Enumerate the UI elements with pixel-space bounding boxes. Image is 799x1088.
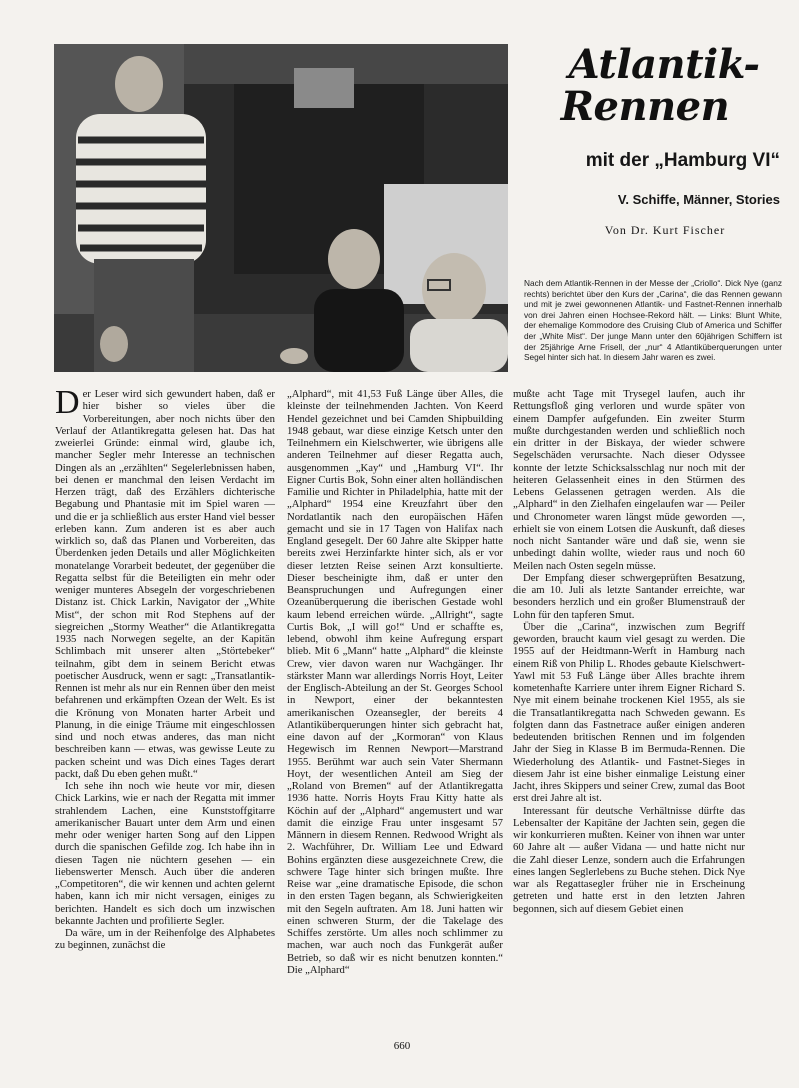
paragraph-text: er Leser wird sich gewundert haben, daß er hier bisher so vieles über die Vorbereitungen, aber noch nichts über den Verlauf der Atlantikregatta gelesen hat. Das hat zweierlei Gründe: einmal wird, glaube ich, mancher Segler mehr Interesse an technischen Dingen als an „erzählten“ Segelerlebnissen haben, bei denen er manchmal den leisen Verdacht im Herzen trägt, daß des Erzählers dichterische Begabung und Phantasie mit im Spiel waren — und die er ja schließlich aus erster Hand viel besser erleben kann. Zum anderen ist es aber auch wirklich so, daß das Planen und Vorbereiten, das Überdenken jeden Details und aller Möglichkeiten monatelange Vorarbeit bedeutet, der gegenüber die Regatta selbst für die Beteiligten ein mehr oder weniger munteres Absegeln der vorgeschriebenen Distanz ist. Chick Larkin, Navigator der „White Mist“, der schon mit Rod Stephens auf der siegreichen „Stormy Weather“ die Atlantikregatta 1935 nach Norwegen segelte, an der Kapitän Schlimbach mit unserer alten „Störtebeker“ teilnahm, gibt dem in seinem Bericht etwas poetischer Ausdruck, wenn er sagt: „Transatlantik-Rennen ist mehr als nur ein Rennen über den meist befahrenen und erkämpften Ozean der Welt. Es ist die Krönung von Monaten harter Arbeit und Planung, in die einige Träume mit eingeschlossen sind und noch etwas anderes, das man nicht beschreiben kann — etwas, was gewisse Leute zu packen scheint und was Dich eines Tages derart packt, daß Du eben gehen mußt.“ [55,388,275,780]
paragraph: Interessant für deutsche Verhältnisse dürfte das Lebensalter der Kapitäne der Jachten sein, gegen die wir konkurrieren mußten. Keiner von ihnen war unter 60 Jahre alt — außer Vidana — und hatte nicht nur die Zahl dieser Lenze, sondern auch die Erfahrungen eines langen Seglerlebens zu Buche stehen. Dick Nye war als Regattasegler früher nie in Erscheinung getreten und hatte erst in den letzten Jahren begonnen, sich auf diesem Gebiet einen [513,804,745,915]
article-column-1 [55,388,275,1028]
article-column-3 [513,388,745,1028]
series-title: V. Schiffe, Männer, Stories [617,192,780,207]
author-byline: Von Dr. Kurt Fischer [604,223,726,237]
paragraph: Über die „Carina“, inzwischen zum Begriff geworden, braucht kaum viel gesagt zu werden. Die 1955 auf der Heidtmann-Werft in Hamburg nach einem Riß von Philip L. Rhodes gebaute Kielschwert-Yawl mit 53 Fuß Länge über Alles brachte ihrem kometenhafte Karriere unter ihrem Eigner Richard S. Nye mit einem beinahe trockenen Kiel 1955, als sie die Transatlantikregatta nach Schweden gewann. Es folgten dann das Fastnetrace außer einigen anderen bedeutenden britischen Rennen und im folgenden Jahr der Sieg in Klasse B im Bermuda-Rennen. Die Wiederholung des Atlantik- und Fastnet-Sieges in diesem Jahr ist eine bisher einmalige Leistung einer Jacht, ihres Skippers und seiner Crew, zumal das Boot erst drei Jahre alt ist. [513,620,745,805]
page-number: 660 [393,1040,411,1052]
article-photo [54,44,508,372]
paragraph: Der Empfang dieser schwergeprüften Besatzung, die am 10. Juli als letzte Santander erreichte, war besonders herzlich und ein großer Blumenstrauß der Lohn für den tapferen Smut. [513,571,745,621]
paragraph: Da wäre, um in der Reihenfolge des Alphabetes zu beginnen, zunächst die [55,927,275,952]
paragraph [55,388,275,780]
article-title-line-2: Rennen [560,83,730,130]
article-subtitle: mit der „Hamburg VI“ [585,150,780,171]
photo-caption: Nach dem Atlantik-Rennen in der Messe der „Criollo“. Dick Nye (ganz rechts) berichtet über den Kurs der „Carina“, die das Rennen gewann und mit je zwei gewonnenen Atlantik- und Fastnet-Rennen innerhalb von drei Jahren einen Hochsee-Rekord hält. — Links: Blunt White, der ehemalige Kommodore des Cruising Club of America und Schiffer der „White Mist“. Der junge Mann unter den 60jährigen Schiffern ist der 25jährige Arne Frisell, der „nur“ 4 Atlantiküberquerungen unter Segel hinter sich hat. In diesem Jahr waren es zwei. [524,278,782,363]
article-title-line-1: Atlantik- [568,41,760,88]
paragraph: Ich sehe ihn noch wie heute vor mir, diesen Chick Larkins, wie er nach der Regatta mit immer strahlendem Lachen, eine Kunststoffgitarre amerikanischer Bauart unter dem Arm und einen mehr oder weniger harten Song auf den Lippen durch die spanischen Gefilde zog. Ich habe ihn in diesen Tagen nie nüchtern gesehen — ein liebenswerter Mensch. Auch über die anderen „Competitoren“, die wir kennen und achten gelernt haben, kann ich mir nicht versagen, einiges zu berichten. Handelt es sich doch um inzwischen bekannte Jachten und profilierte Segler. [55,780,275,927]
crew-photo-illustration [54,44,508,372]
title-block [520,41,780,238]
paragraph: „Alphard“, mit 41,53 Fuß Länge über Alles, die kleinste der teilnehmenden Jachten. Von Keerd Hendel gezeichnet und bei Camden Shipbuilding 1948 gebaut, war diese einzige Ketsch unter den Teilnehmern ein Kielschwerter, wie übrigens alle anderen Teilnehmer auf dieser Regatta auch, ausgenommen „Kay“ und „Hamburg VI“. Ihr Eigner Curtis Bok, Sohn einer alten holländischen Familie und Richter in Philadelphia, hatte mit der „Alphard“ 1954 eine Kreuzfahrt über den Nordatlantik nach den europäischen Häfen gemacht und sie in 17 Tagen von Halifax nach England gesegelt. Der 60 Jahre alte Skipper hatte bereits zwei Herzinfarkte hinter sich, als er vor dieser letzten Reise seinen Arzt konsultierte. Dieser bescheinigte ihm, daß er unter den Beanspruchungen und Aufregungen einer Ozeanüberquerung die iberischen Gestade wohl kaum lebend erreichen würde. „Allright“, sagte Curtis Bok, „I will go!“ Und er schaffte es, lebend, obwohl ihm keine Aufregung erspart blieb. Mit 6 „Mann“ hatte „Alphard“ die kleinste Crew, vier davon waren nur Wachgänger. Ihr stärkster Mann war allerdings Norris Hoyt, Leiter der Englisch-Abteilung an der St. Georges School in Newport, einer der bekanntesten amerikanischen Ozeansegler, der bereits 4 Atlantiküberquerungen hinter sich gebracht hat, eine davon auf der „Kormoran“ von Klaus Hegewisch im Rennen Newport—Marstrand 1955. Berühmt war auch sein Vater Shermann Hoyt, der wesentlichen Anteil am Sieg der „Roland von Bremen“ auf der Atlantikregatta 1936 hatte. Norris Hoyts Frau Kitty hatte als Köchin auf der „Alphard“ angemustert und war damit die einzige Frau unter insgesamt 57 Männern in diesem Rennen. Redwood Wright als 2. Wachführer, Dr. William Lee und Edward Bohins ergänzten diese ausgezeichnete Crew, die schwere Tage hinter sich bringen mußte. Ihre Reise war „eine dramatische Episode, die schon in den ersten Tagen begann, als Schwierigkeiten mit den Segeln auftraten. Am 18. Juni hatten wir einen schweren Sturm, der die Takelage des Schiffes zerstörte. Um alles noch schlimmer zu machen, war auch noch das Funkgerät außer Betrieb, so daß wir es nicht benutzen konnten.“ Die „Alphard“ [287,388,503,976]
paragraph: mußte acht Tage mit Trysegel laufen, auch ihr Rettungsfloß ging verloren und wurde später von einem Dampfer aufgefunden. Ein zweiter Sturm mußte durchgestanden werden und schließlich noch ein dritter in der Biskaya, der wieder schwere Segelschäden verursachte. Nach dieser Odyssee konnte der letzte Schicksalsschlag nur noch mit der heiteren Gelassenheit eines in den Stürmen des Lebens Gelassenen getragen werden. Als die „Alphard“ in den Zielhafen eingelaufen war — Peiler und Chronometer waren längst müde geworden —, erhielt sie von einem Lotsen die Auskunft, daß dieses noch nicht Santander wäre und daß sie, wenn sie unbedingt dahin wollte, wieder raus und noch 60 Meilen nach Osten segeln müsse. [513,388,745,572]
drop-cap: D [55,388,80,421]
article-column-2 [287,388,503,1028]
